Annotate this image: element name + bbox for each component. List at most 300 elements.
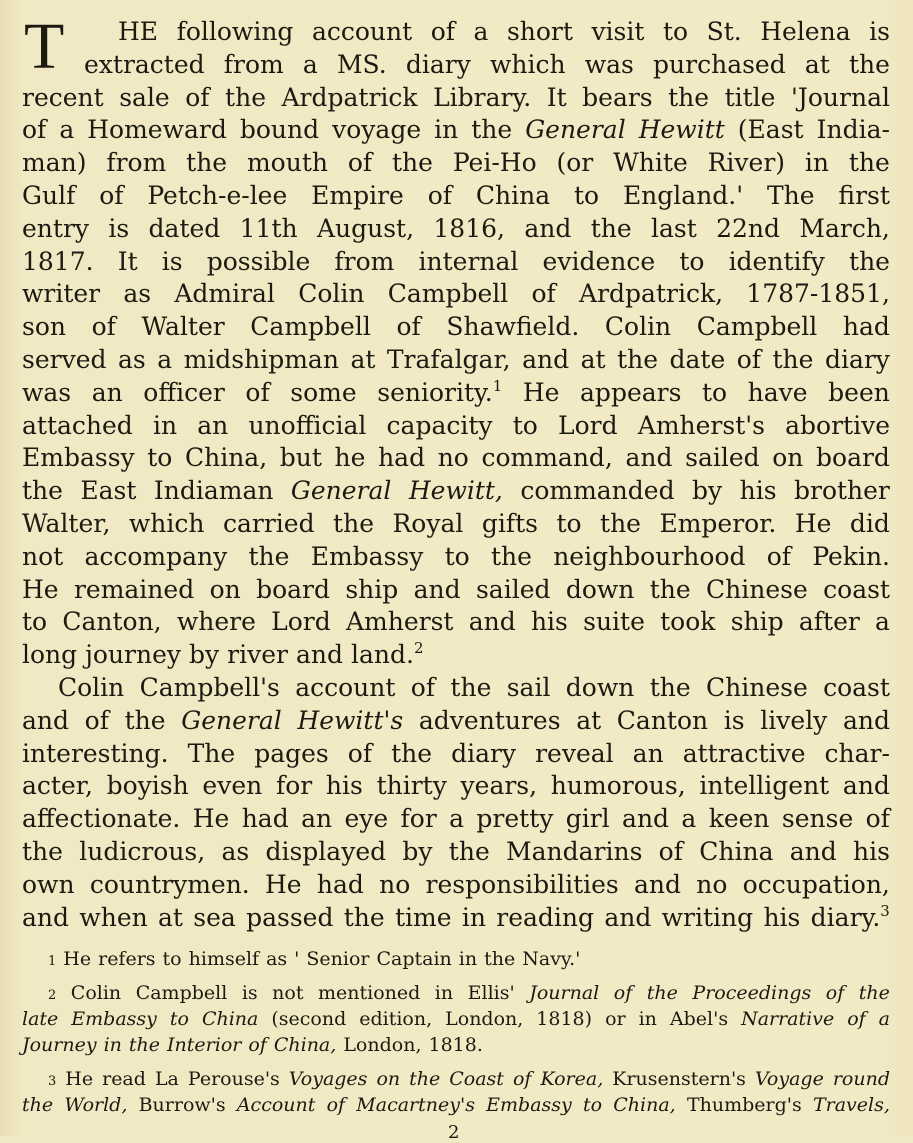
word: of [531, 279, 556, 309]
word: bound [239, 115, 320, 145]
word: (or [556, 148, 594, 178]
word: 1787-1851, [746, 279, 890, 309]
word: pages [254, 738, 329, 768]
word: Trafalgar, [386, 344, 511, 374]
footnote-2-line [22, 1032, 890, 1058]
word: 1818. [428, 1034, 483, 1056]
word: and [413, 574, 461, 604]
word: sale [119, 82, 170, 112]
word: to [556, 508, 582, 538]
word: down [565, 672, 635, 702]
text-line [22, 672, 890, 705]
word: and [524, 213, 572, 243]
word: an [197, 410, 229, 440]
word: Lord [271, 607, 331, 637]
word: and [22, 902, 70, 932]
word: March, [799, 213, 890, 243]
word: of [865, 804, 890, 834]
word: and [789, 836, 837, 866]
word: of [736, 344, 762, 374]
word: attached [22, 410, 133, 440]
word: Voyages [288, 1068, 368, 1090]
word: by [692, 476, 723, 506]
word: the [590, 213, 632, 243]
word: Chinese [706, 574, 808, 604]
word: his [530, 607, 568, 637]
word: as [123, 279, 152, 309]
word: boyish [106, 771, 189, 801]
word: eye [344, 804, 389, 834]
text-line [22, 180, 890, 213]
word: the [668, 82, 710, 112]
footnote-3-line [22, 1092, 890, 1118]
word: the [471, 115, 513, 145]
word: mouth [246, 148, 328, 178]
word: interesting. [22, 738, 169, 768]
word: Thumberg's [686, 1094, 802, 1116]
word: abortive [785, 410, 890, 440]
word: the [649, 574, 691, 604]
word: neighbourhood [553, 541, 746, 571]
word: He [192, 804, 230, 834]
word: and [622, 804, 670, 834]
word: the [22, 836, 63, 866]
page-number: 2 [448, 1122, 460, 1143]
word: had [378, 443, 426, 473]
word: Navy.' [522, 948, 581, 970]
word: had [241, 804, 289, 834]
word: Journal [529, 982, 600, 1004]
word: account [311, 17, 413, 46]
word: 22nd [716, 213, 781, 243]
word: river [227, 640, 288, 670]
word: an [301, 804, 333, 834]
word: of [658, 836, 683, 866]
word: Library. [433, 82, 532, 112]
word: Lord [557, 410, 618, 440]
word: reading [496, 902, 595, 932]
word: command, [481, 443, 613, 473]
text-line [22, 377, 890, 410]
text-line [22, 475, 890, 508]
word: the [490, 541, 532, 571]
word: the [186, 148, 228, 178]
word: to [169, 1008, 189, 1030]
word: St. [706, 17, 742, 46]
word: on [209, 574, 241, 604]
word: Captain [376, 948, 452, 970]
word: humorous, [550, 771, 686, 801]
word: to [512, 410, 538, 440]
word: is [161, 246, 183, 276]
word: the [392, 148, 433, 178]
word: Ardpatrick, [579, 279, 724, 309]
word: the [333, 508, 374, 538]
word: Walter [141, 312, 225, 342]
word: and [625, 443, 673, 473]
word: of [825, 982, 845, 1004]
word: the [248, 541, 290, 571]
word: of [84, 705, 109, 735]
word: Homeward [87, 115, 227, 145]
word: Embassy [22, 443, 135, 473]
word: on [772, 443, 804, 473]
word: keen [708, 804, 770, 834]
word: Campbell [387, 279, 509, 309]
word: the [124, 705, 166, 735]
word: the [484, 948, 516, 970]
text-line [22, 639, 890, 672]
text-line [22, 574, 890, 607]
word: at [158, 902, 183, 932]
word: unofficial [248, 410, 367, 440]
text-line [22, 213, 890, 246]
word: Royal [392, 508, 464, 538]
word: to [22, 607, 48, 637]
word: passed [246, 902, 334, 932]
word: an [632, 738, 664, 768]
word: his [763, 902, 801, 932]
word: to [702, 377, 728, 407]
word: It [117, 246, 138, 276]
word: diary [451, 738, 517, 768]
word: the [391, 738, 433, 768]
word: the [450, 672, 492, 702]
word: a [681, 804, 697, 834]
text-line [22, 311, 890, 344]
word: mentioned [317, 982, 421, 1004]
word: ludicrous, [79, 836, 206, 866]
word: is [723, 705, 745, 735]
text-line [22, 147, 890, 180]
word: of [185, 82, 210, 112]
word: and [842, 705, 890, 735]
word: from [334, 246, 395, 276]
word: Burrow's [138, 1094, 226, 1116]
word: Voyage [754, 1068, 824, 1090]
word: even [202, 771, 263, 801]
word: Account [236, 1094, 316, 1116]
word: himself [188, 948, 260, 970]
word: Gulf [22, 180, 76, 210]
word: long [22, 640, 78, 670]
word: in [152, 410, 178, 440]
word: for [275, 771, 313, 801]
word: Colin [70, 982, 122, 1004]
word: East [80, 476, 137, 506]
word: voyage [332, 115, 422, 145]
word: or [605, 1008, 626, 1030]
word: been [828, 377, 890, 407]
text-line [22, 836, 890, 869]
word: (second [271, 1008, 347, 1030]
word: Indiaman [153, 476, 274, 506]
word: his [853, 836, 890, 866]
word: following [176, 17, 294, 46]
word: Journey [22, 1034, 97, 1056]
word: Senior [306, 948, 370, 970]
word: as [221, 836, 250, 866]
word: a [875, 607, 890, 637]
word: MS. [336, 49, 387, 79]
word: of [766, 541, 792, 571]
text-line [22, 902, 890, 935]
word: China [475, 180, 551, 210]
word: read [102, 1068, 146, 1090]
word: as [117, 344, 146, 374]
word: the [22, 476, 63, 506]
text-line [22, 344, 890, 377]
word: London, [343, 1034, 422, 1056]
word: diary.$^3$ [810, 901, 890, 932]
word: midshipman [183, 344, 339, 374]
text-line [22, 508, 890, 541]
word: Pekin. [812, 541, 890, 571]
word: own [22, 869, 75, 899]
word: He [22, 574, 59, 604]
word: China, [613, 1094, 676, 1116]
word: the [849, 246, 890, 276]
word: the [848, 49, 890, 79]
text-line [22, 16, 890, 49]
word: the [409, 1068, 441, 1090]
word: at [576, 705, 602, 735]
word: refers [98, 948, 156, 970]
word: Colin [604, 312, 672, 342]
word: Hewitt's [297, 705, 404, 735]
word: responsibilities [425, 869, 619, 899]
word: have [747, 377, 808, 407]
word: girl [565, 804, 610, 834]
word: ' [294, 948, 300, 970]
word: Campbell [250, 312, 371, 342]
word: is [108, 213, 130, 243]
word: a [473, 17, 489, 46]
word: of [512, 1068, 532, 1090]
word: the [858, 982, 890, 1004]
word: 1816, [433, 213, 505, 243]
word: China [699, 836, 774, 866]
word: attractive [682, 738, 806, 768]
word: after [798, 607, 860, 637]
word: Coast [449, 1068, 504, 1090]
word: White [613, 148, 688, 178]
word: officer [143, 377, 225, 407]
word: Interior [167, 1034, 242, 1056]
word: of [347, 148, 373, 178]
word: the [649, 672, 691, 702]
word: acter, [22, 771, 93, 801]
word: date [669, 344, 726, 374]
word: Narrative [741, 1008, 835, 1030]
word: his [325, 771, 363, 801]
word: time [395, 902, 452, 932]
word: Canton [616, 705, 709, 735]
word: son [22, 312, 66, 342]
word: and [22, 705, 70, 735]
word: accompany [84, 541, 228, 571]
word: a [449, 804, 465, 834]
word: China [201, 1008, 259, 1030]
word: remained [73, 574, 195, 604]
word: the [646, 982, 678, 1004]
word: and [842, 771, 890, 801]
text-line [22, 278, 890, 311]
word: but [279, 443, 322, 473]
word: HE [118, 17, 159, 46]
word: no [437, 443, 469, 473]
word: Amherst's [637, 410, 765, 440]
word: internal [418, 246, 519, 276]
word: appears [580, 377, 682, 407]
word: first [838, 180, 890, 210]
text-line [22, 49, 890, 82]
word: Korea, [540, 1068, 604, 1090]
word: sailed [475, 574, 551, 604]
footnote-3-line: 3 He read La Perouse's Voyages on the Coast of Korea, Krusenstern's Voyage round [48, 1068, 890, 1090]
word: from [223, 49, 284, 79]
word: a [302, 49, 318, 79]
word: Ellis' [467, 982, 515, 1004]
word: seniority.$^1$ [377, 376, 503, 407]
word: recent [22, 82, 104, 112]
footnote-2-line: 2 Colin Campbell is not mentioned in Ellis' Journal of the Proceedings of the [48, 982, 890, 1004]
text-line [22, 246, 890, 279]
word: did [849, 508, 890, 538]
word: late [22, 1008, 59, 1030]
main-text [22, 10, 890, 934]
word: Petch-e-lee [147, 180, 288, 210]
word: He [794, 508, 832, 538]
word: no [379, 869, 411, 899]
word: in [804, 148, 830, 178]
word: at [580, 344, 606, 374]
word: board [816, 443, 890, 473]
word: World, [64, 1094, 128, 1116]
word: India- [816, 115, 890, 145]
word: is [869, 17, 890, 46]
word: 1818) [536, 1008, 593, 1030]
word: The [187, 738, 236, 768]
word: diary [405, 49, 471, 79]
word: Krusenstern's [612, 1068, 746, 1090]
word: an [91, 377, 123, 407]
word: (East [737, 115, 804, 145]
word: of [427, 180, 453, 210]
word: capacity [386, 410, 493, 440]
word: of [347, 738, 373, 768]
word: no [696, 869, 728, 899]
word: and [296, 640, 344, 670]
word: board [256, 574, 330, 604]
word: Perouse's [187, 1068, 280, 1090]
word: in [638, 1008, 657, 1030]
word: Macartney's [356, 1094, 475, 1116]
word: and [522, 344, 570, 374]
word: the [600, 508, 641, 538]
word: and [604, 902, 652, 932]
word: years, [460, 771, 538, 801]
word: affectionate. [22, 804, 181, 834]
word: Proceedings [692, 982, 812, 1004]
word: La [154, 1068, 179, 1090]
word: the [128, 1034, 161, 1056]
word: not [22, 541, 64, 571]
word: sea [193, 902, 236, 932]
word: He [65, 1068, 94, 1090]
word: had [316, 869, 364, 899]
word: account [295, 672, 396, 702]
word: entry [22, 213, 90, 243]
word: writing [661, 902, 754, 932]
word: some [290, 377, 357, 407]
word: the [448, 836, 490, 866]
word: displayed [265, 836, 387, 866]
text-line [22, 770, 890, 803]
word: suite [583, 607, 645, 637]
word: countrymen. [89, 869, 250, 899]
word: to [679, 246, 705, 276]
word: He [522, 377, 560, 407]
word: Abel's [669, 1008, 729, 1030]
word: Mandarins [506, 836, 643, 866]
word: when [79, 902, 148, 932]
word: of [22, 115, 47, 145]
word: and [634, 869, 682, 899]
word: General [525, 115, 626, 145]
word: brother [793, 476, 890, 506]
word: Pei-Ho [452, 148, 537, 178]
word: sail [506, 672, 551, 702]
word: Campbell [696, 312, 818, 342]
word: Embassy [310, 541, 424, 571]
word: carried [222, 508, 315, 538]
word: of [245, 377, 270, 407]
word: Chinese [706, 672, 808, 702]
word: where [176, 607, 256, 637]
word: ship [345, 574, 399, 604]
word: on [376, 1068, 401, 1090]
word: the [343, 902, 385, 932]
word: Walter, [22, 508, 111, 538]
text-line [22, 442, 890, 475]
word: of [613, 982, 633, 1004]
word: reveal [535, 738, 614, 768]
word: at [804, 49, 830, 79]
text-line [22, 410, 890, 443]
word: land.$^2$ [351, 639, 424, 670]
text-line [22, 606, 890, 639]
word: and [468, 607, 516, 637]
word: sailed [685, 443, 760, 473]
word: River) [707, 148, 786, 178]
word: possible [206, 246, 311, 276]
word: Ardpatrick [281, 82, 418, 112]
text-line [22, 738, 890, 771]
word: writer [22, 279, 101, 309]
word: diary [824, 344, 890, 374]
word: London, [445, 1008, 524, 1030]
word: of [430, 17, 455, 46]
text-line [22, 705, 890, 738]
word: the [848, 148, 890, 178]
word: journey [85, 640, 182, 670]
word: the [225, 82, 266, 112]
word: ship [730, 607, 784, 637]
word: served [22, 344, 107, 374]
word: gifts [481, 508, 538, 538]
word: China, [184, 443, 268, 473]
